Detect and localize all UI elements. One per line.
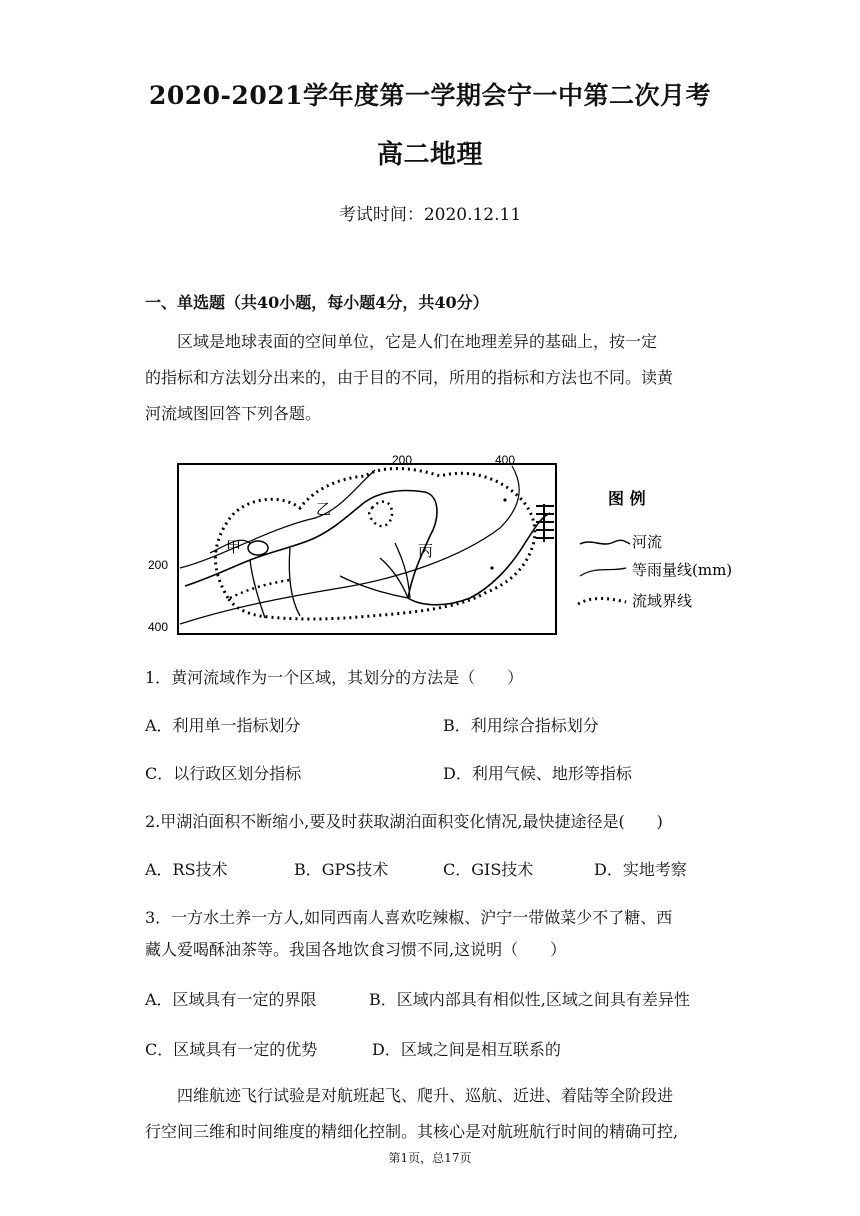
legend-river-symbol [580,540,630,544]
page-footer: 第1页，总17页 [388,1151,472,1165]
legend-item-boundary: 流域界线 [632,592,693,610]
contour-label: 400 [495,453,516,467]
legend-item-river: 河流 [632,533,663,551]
question-1-option-a: A．利用单一指标划分 [145,716,301,735]
contour-label: 400 [148,620,169,634]
question-1-stem: 1．黄河流域作为一个区域，其划分的方法是（ ） [145,668,524,687]
place-label-bing: 丙 [418,542,434,560]
exam-title: 2020-2021学年度第一学期会宁一中第二次月考 [148,81,712,110]
question-2-stem: 2.甲湖泊面积不断缩小,要及时获取湖泊面积变化情况,最快捷途径是( ) [145,812,663,831]
legend-boundary-symbol [578,599,626,605]
section-heading: 一、单选题（共40小题，每小题4分，共40分） [145,293,489,312]
exam-time: 考试时间：2020.12.11 [338,205,522,225]
question-2-option-d: D．实地考察 [594,860,687,879]
question-2-option-a: A．RS技术 [145,860,228,879]
legend-title: 图 例 [608,489,646,508]
question-3-option-a: A．区域具有一定的界限 [145,990,317,1009]
intro-line: 河流域图回答下列各题。 [145,404,322,423]
question-2-option-b: B．GPS技术 [294,860,389,879]
question-1-option-b: B．利用综合指标划分 [443,716,599,735]
legend-item-isohyet: 等雨量线(mm) [632,561,733,579]
yellow-river-basin-map [140,448,760,640]
question-3-option-c: C．区域具有一定的优势 [145,1040,318,1059]
question-1-option-c: C．以行政区划分指标 [145,764,302,783]
intro-line: 四维航迹飞行试验是对航班起飞、爬升、巡航、近进、着陆等全阶段进 [177,1086,674,1105]
intro-paragraph-2 [145,1078,735,1150]
contour-label: 200 [148,558,169,572]
intro-line: 区域是地球表面的空间单位，它是人们在地理差异的基础上，按一定 [177,332,658,351]
question-3-stem-line-2: 藏人爱喝酥油茶等。我国各地饮食习惯不同,这说明（ ） [145,940,567,959]
question-1-option-d: D．利用气候、地形等指标 [443,764,632,783]
question-3-stem-line-1: 3．一方水土养一方人,如同西南人喜欢吃辣椒、沪宁一带做菜少不了糖、西 [145,908,673,927]
legend-isohyet-symbol [580,568,626,576]
subject-title: 高二地理 [376,140,483,170]
intro-line: 的指标和方法划分出来的，由于目的不同，所用的指标和方法也不同。读黄 [145,368,674,387]
place-label-yi: 乙 [316,500,332,518]
question-2-option-c: C．GIS技术 [443,860,534,879]
place-label-jia: 甲 [226,538,242,556]
question-3-option-d: D．区域之间是相互联系的 [372,1040,561,1059]
intro-paragraph-1 [145,324,725,432]
contour-label: 200 [392,453,413,467]
intro-line: 行空间三维和时间维度的精细化控制。其核心是对航班航行时间的精确可控, [145,1122,679,1141]
question-3-option-b: B．区域内部具有相似性,区域之间具有差异性 [369,990,690,1009]
